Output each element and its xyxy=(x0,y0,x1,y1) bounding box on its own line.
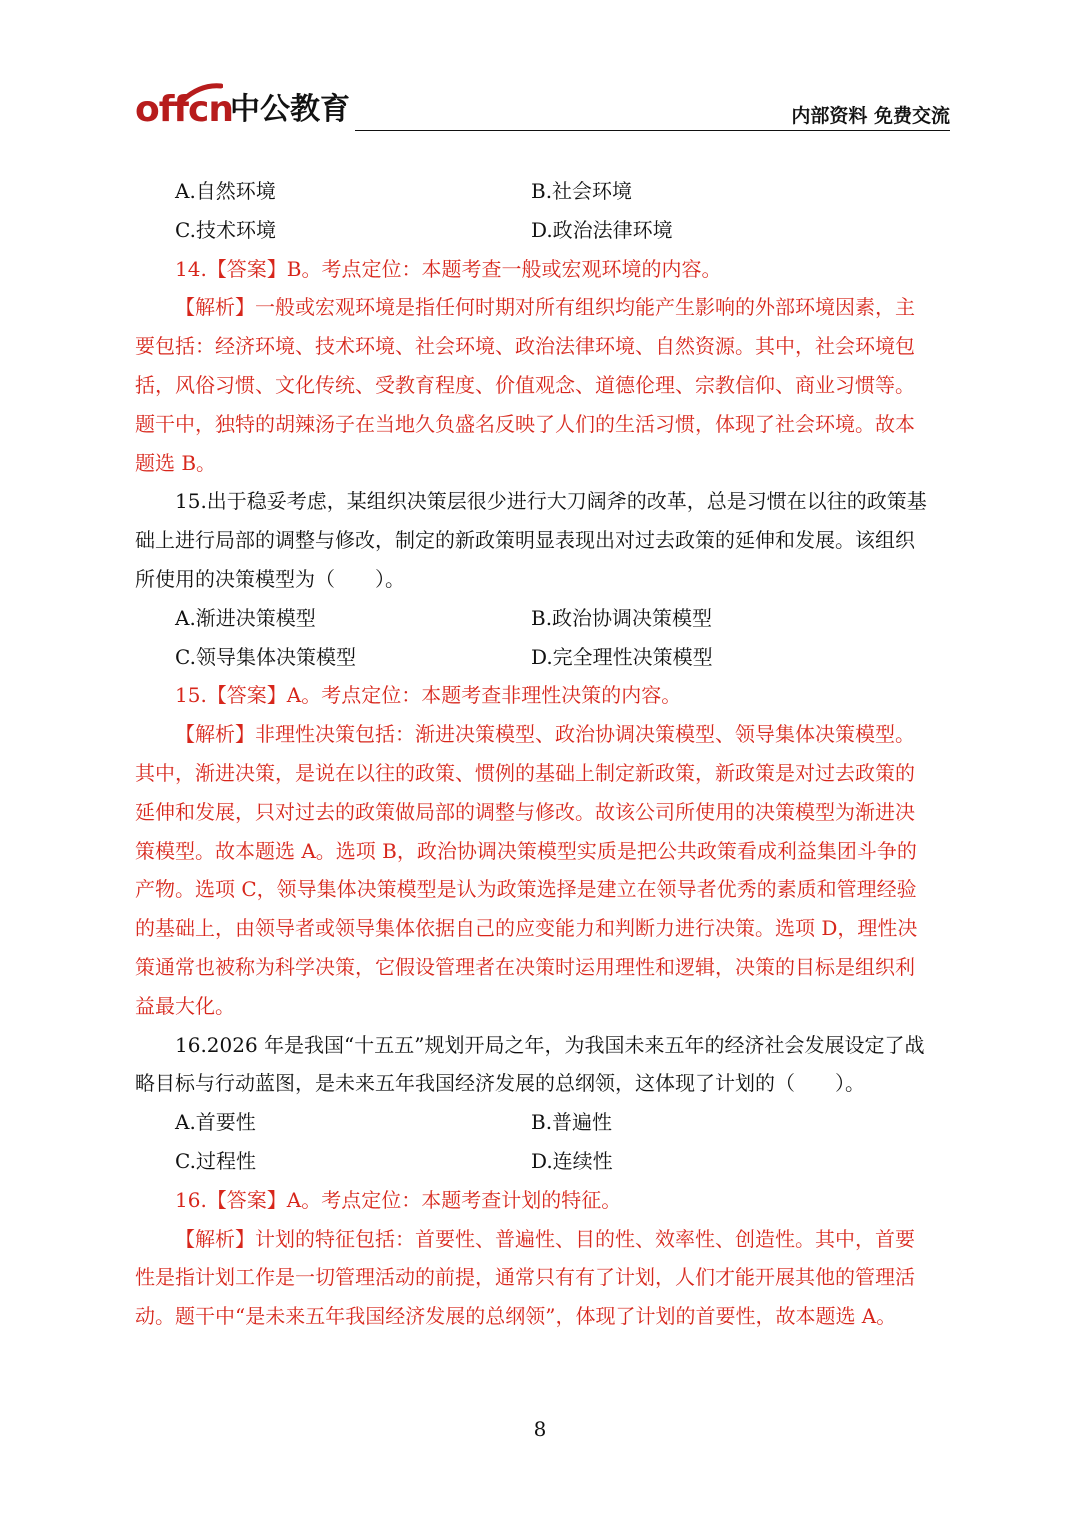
logo-chinese-text: 中公教育 xyxy=(230,92,350,127)
q14-analysis-line: 括，风俗习惯、文化传统、受教育程度、价值观念、道德伦理、宗教信仰、商业习惯等。 xyxy=(135,372,915,397)
q16-analysis-line: 性是指计划工作是一切管理活动的前提，通常只有有了计划，人们才能开展其他的管理活 xyxy=(135,1265,915,1290)
q16-analysis-line: 动。题干中“是未来五年我国经济发展的总纲领”，体现了计划的首要性，故本题选 A。 xyxy=(135,1304,897,1329)
option-b: B.政治协调决策模型 xyxy=(531,605,713,630)
q15-analysis-line: 延伸和发展，只对过去的政策做局部的调整与修改。故该公司所使用的决策模型为渐进决 xyxy=(135,799,915,824)
q13-options-row-2 xyxy=(135,211,947,250)
option-b: B.社会环境 xyxy=(531,179,633,203)
header-note: 内部资料 免费交流 xyxy=(791,105,950,127)
q15-stem-line: 所使用的决策模型为（ ）。 xyxy=(135,566,405,591)
q15-analysis-line: 的基础上，由领导者或领导集体依据自己的应变能力和判断力进行决策。选项 D，理性决 xyxy=(135,916,918,941)
q14-analysis-line: 题干中，独特的胡辣汤子在当地久负盛名反映了人们的生活习惯，体现了社会环境。故本 xyxy=(135,411,915,436)
logo-latin-text: offcn xyxy=(135,89,234,130)
page-content xyxy=(135,172,947,1336)
q16-options-row-2 xyxy=(135,1142,947,1181)
q15-analysis-line: 【解析】非理性决策包括：渐进决策模型、政治协调决策模型、领导集体决策模型。 xyxy=(175,722,915,747)
header-rule xyxy=(355,130,950,131)
q15-stem-line: 15.出于稳妥考虑，某组织决策层很少进行大刀阔斧的改革，总是习惯在以往的政策基 xyxy=(175,489,927,514)
page-number: 8 xyxy=(533,1417,547,1441)
q15-analysis-line: 产物。选项 C，领导集体决策模型是认为政策选择是建立在领导者优秀的素质和管理经验 xyxy=(135,877,917,902)
q15-analysis-line: 策模型。故本题选 A。选项 B，政治协调决策模型实质是把公共政策看成利益集团斗争的 xyxy=(135,838,917,863)
q15-analysis-line: 策通常也被称为科学决策，它假设管理者在决策时运用理性和逻辑，决策的目标是组织利 xyxy=(135,954,915,979)
option-c: C.过程性 xyxy=(175,1148,256,1173)
q15-analysis-line: 其中，渐进决策，是说在以往的政策、惯例的基础上制定新政策，新政策是对过去政策的 xyxy=(135,760,915,785)
option-d: D.政治法律环境 xyxy=(531,217,673,242)
option-a: A.渐进决策模型 xyxy=(175,605,316,630)
q16-analysis-line: 【解析】计划的特征包括：首要性、普遍性、目的性、效率性、创造性。其中，首要 xyxy=(175,1226,915,1251)
q15-answer: 15.【答案】A。考点定位：本题考查非理性决策的内容。 xyxy=(175,683,682,708)
q16-stem-line: 略目标与行动蓝图，是未来五年我国经济发展的总纲领，这体现了计划的（ ）。 xyxy=(135,1071,865,1096)
option-d: D.完全理性决策模型 xyxy=(531,644,713,669)
q13-options-row-1 xyxy=(135,172,947,211)
option-b: B.普遍性 xyxy=(531,1110,613,1135)
q14-analysis-line: 题选 B。 xyxy=(135,450,217,475)
option-a: A.首要性 xyxy=(175,1110,256,1135)
q16-options-row-1 xyxy=(135,1103,947,1142)
option-d: D.连续性 xyxy=(531,1148,613,1173)
q14-analysis-line: 要包括：经济环境、技术环境、社会环境、政治法律环境、自然资源。其中，社会环境包 xyxy=(135,334,915,359)
q16-stem-line: 16.2026 年是我国“十五五”规划开局之年，为我国未来五年的经济社会发展设定了战 xyxy=(175,1032,925,1057)
q15-options-row-2 xyxy=(135,638,947,677)
q14-answer: 14.【答案】B。考点定位：本题考查一般或宏观环境的内容。 xyxy=(175,256,722,281)
option-c: C.领导集体决策模型 xyxy=(175,644,356,669)
option-c: C.技术环境 xyxy=(175,217,276,242)
q15-stem-line: 础上进行局部的调整与修改，制定的新政策明显表现出对过去政策的延伸和发展。该组织 xyxy=(135,528,915,553)
q16-answer: 16.【答案】A。考点定位：本题考查计划的特征。 xyxy=(175,1187,622,1212)
logo-swoosh-icon xyxy=(181,82,223,102)
q15-analysis-line: 益最大化。 xyxy=(135,993,235,1018)
page-header xyxy=(135,82,950,134)
q15-options-row-1 xyxy=(135,599,947,638)
option-a: A.自然环境 xyxy=(175,179,276,203)
q14-analysis-line: 【解析】一般或宏观环境是指任何时期对所有组织均能产生影响的外部环境因素，主 xyxy=(175,295,915,320)
